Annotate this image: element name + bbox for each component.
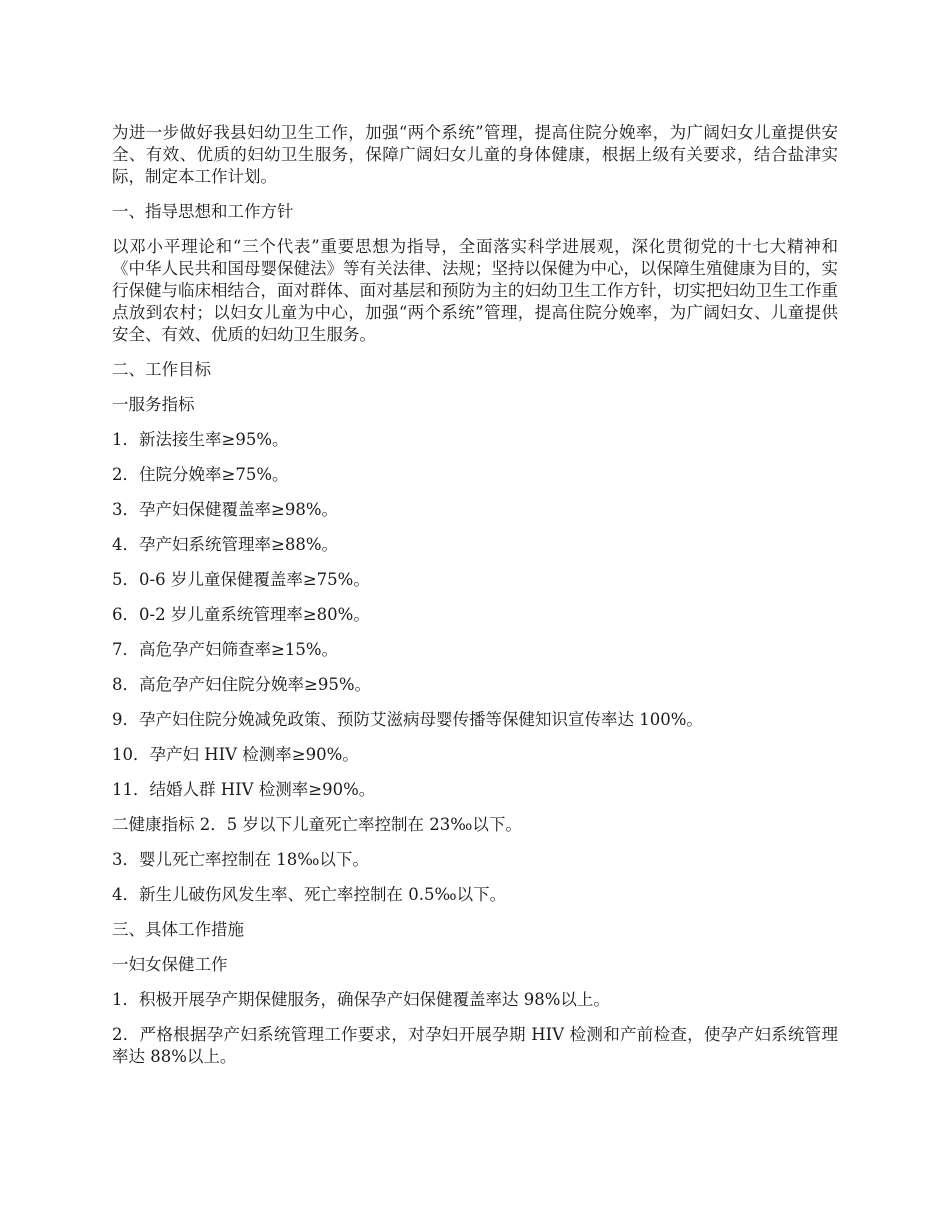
subheading-womens-health: 一妇女保健工作: [112, 955, 228, 974]
list-item: 2．严格根据孕产妇系统管理工作要求，对孕妇开展孕期 HIV 检测和产前检查，使孕产妇系统管理率达 88%以上。: [112, 1025, 838, 1066]
document-body: [112, 122, 838, 1081]
intro-paragraph: 为进一步做好我县妇幼卫生工作，加强“两个系统”管理，提高住院分娩率，为广阔妇女儿童提供安全、有效、优质的妇幼卫生服务，保障广阔妇女儿童的身体健康，根据上级有关要求，结合盐津实际，制定本工作计划。: [112, 123, 838, 186]
list-item: 6．0-2 岁儿童系统管理率≥80%。: [112, 605, 370, 624]
health-indicators-line: 二健康指标 2．5 岁以下儿童死亡率控制在 23‰以下。: [112, 815, 522, 834]
list-item: 4．新生儿破伤风发生率、死亡率控制在 0.5‰以下。: [112, 885, 507, 904]
list-item: 3．孕产妇保健覆盖率≥98%。: [112, 500, 338, 519]
list-item: 10．孕产妇 HIV 检测率≥90%。: [112, 745, 359, 764]
section-heading-guiding-principles: 一、指导思想和工作方针: [112, 202, 294, 221]
list-item: 11．结婚人群 HIV 检测率≥90%。: [112, 780, 376, 799]
list-item: 1．积极开展孕产期保健服务，确保孕产妇保健覆盖率达 98%以上。: [112, 990, 610, 1009]
section-heading-work-goals: 二、工作目标: [112, 360, 211, 379]
list-item: 2．住院分娩率≥75%。: [112, 465, 289, 484]
list-item: 8．高危孕产妇住院分娩率≥95%。: [112, 675, 371, 694]
section-heading-measures: 三、具体工作措施: [112, 920, 244, 939]
list-item: 9．孕产妇住院分娩减免政策、预防艾滋病母婴传播等保健知识宣传率达 100%。: [112, 710, 703, 729]
list-item: 1．新法接生率≥95%。: [112, 430, 289, 449]
list-item: 4．孕产妇系统管理率≥88%。: [112, 535, 338, 554]
subheading-service-indicators: 一服务指标: [112, 395, 195, 414]
list-item: 5．0-6 岁儿童保健覆盖率≥75%。: [112, 570, 370, 589]
guiding-principles-paragraph: 以邓小平理论和“三个代表”重要思想为指导，全面落实科学进展观，深化贯彻党的十七大精神和《中华人民共和国母婴保健法》等有关法律、法规；坚持以保健为中心，以保障生殖健康为目的，实行保健与临床相结合，面对群体、面对基层和预防为主的妇幼卫生工作方针，切实把妇幼卫生工作重点放到农村；以妇女儿童为中心，加强“两个系统”管理，提高住院分娩率，为广阔妇女、儿童提供安全、有效、优质的妇幼卫生服务。: [112, 237, 838, 344]
list-item: 3．婴儿死亡率控制在 18‰以下。: [112, 850, 369, 869]
list-item: 7．高危孕产妇筛查率≥15%。: [112, 640, 338, 659]
